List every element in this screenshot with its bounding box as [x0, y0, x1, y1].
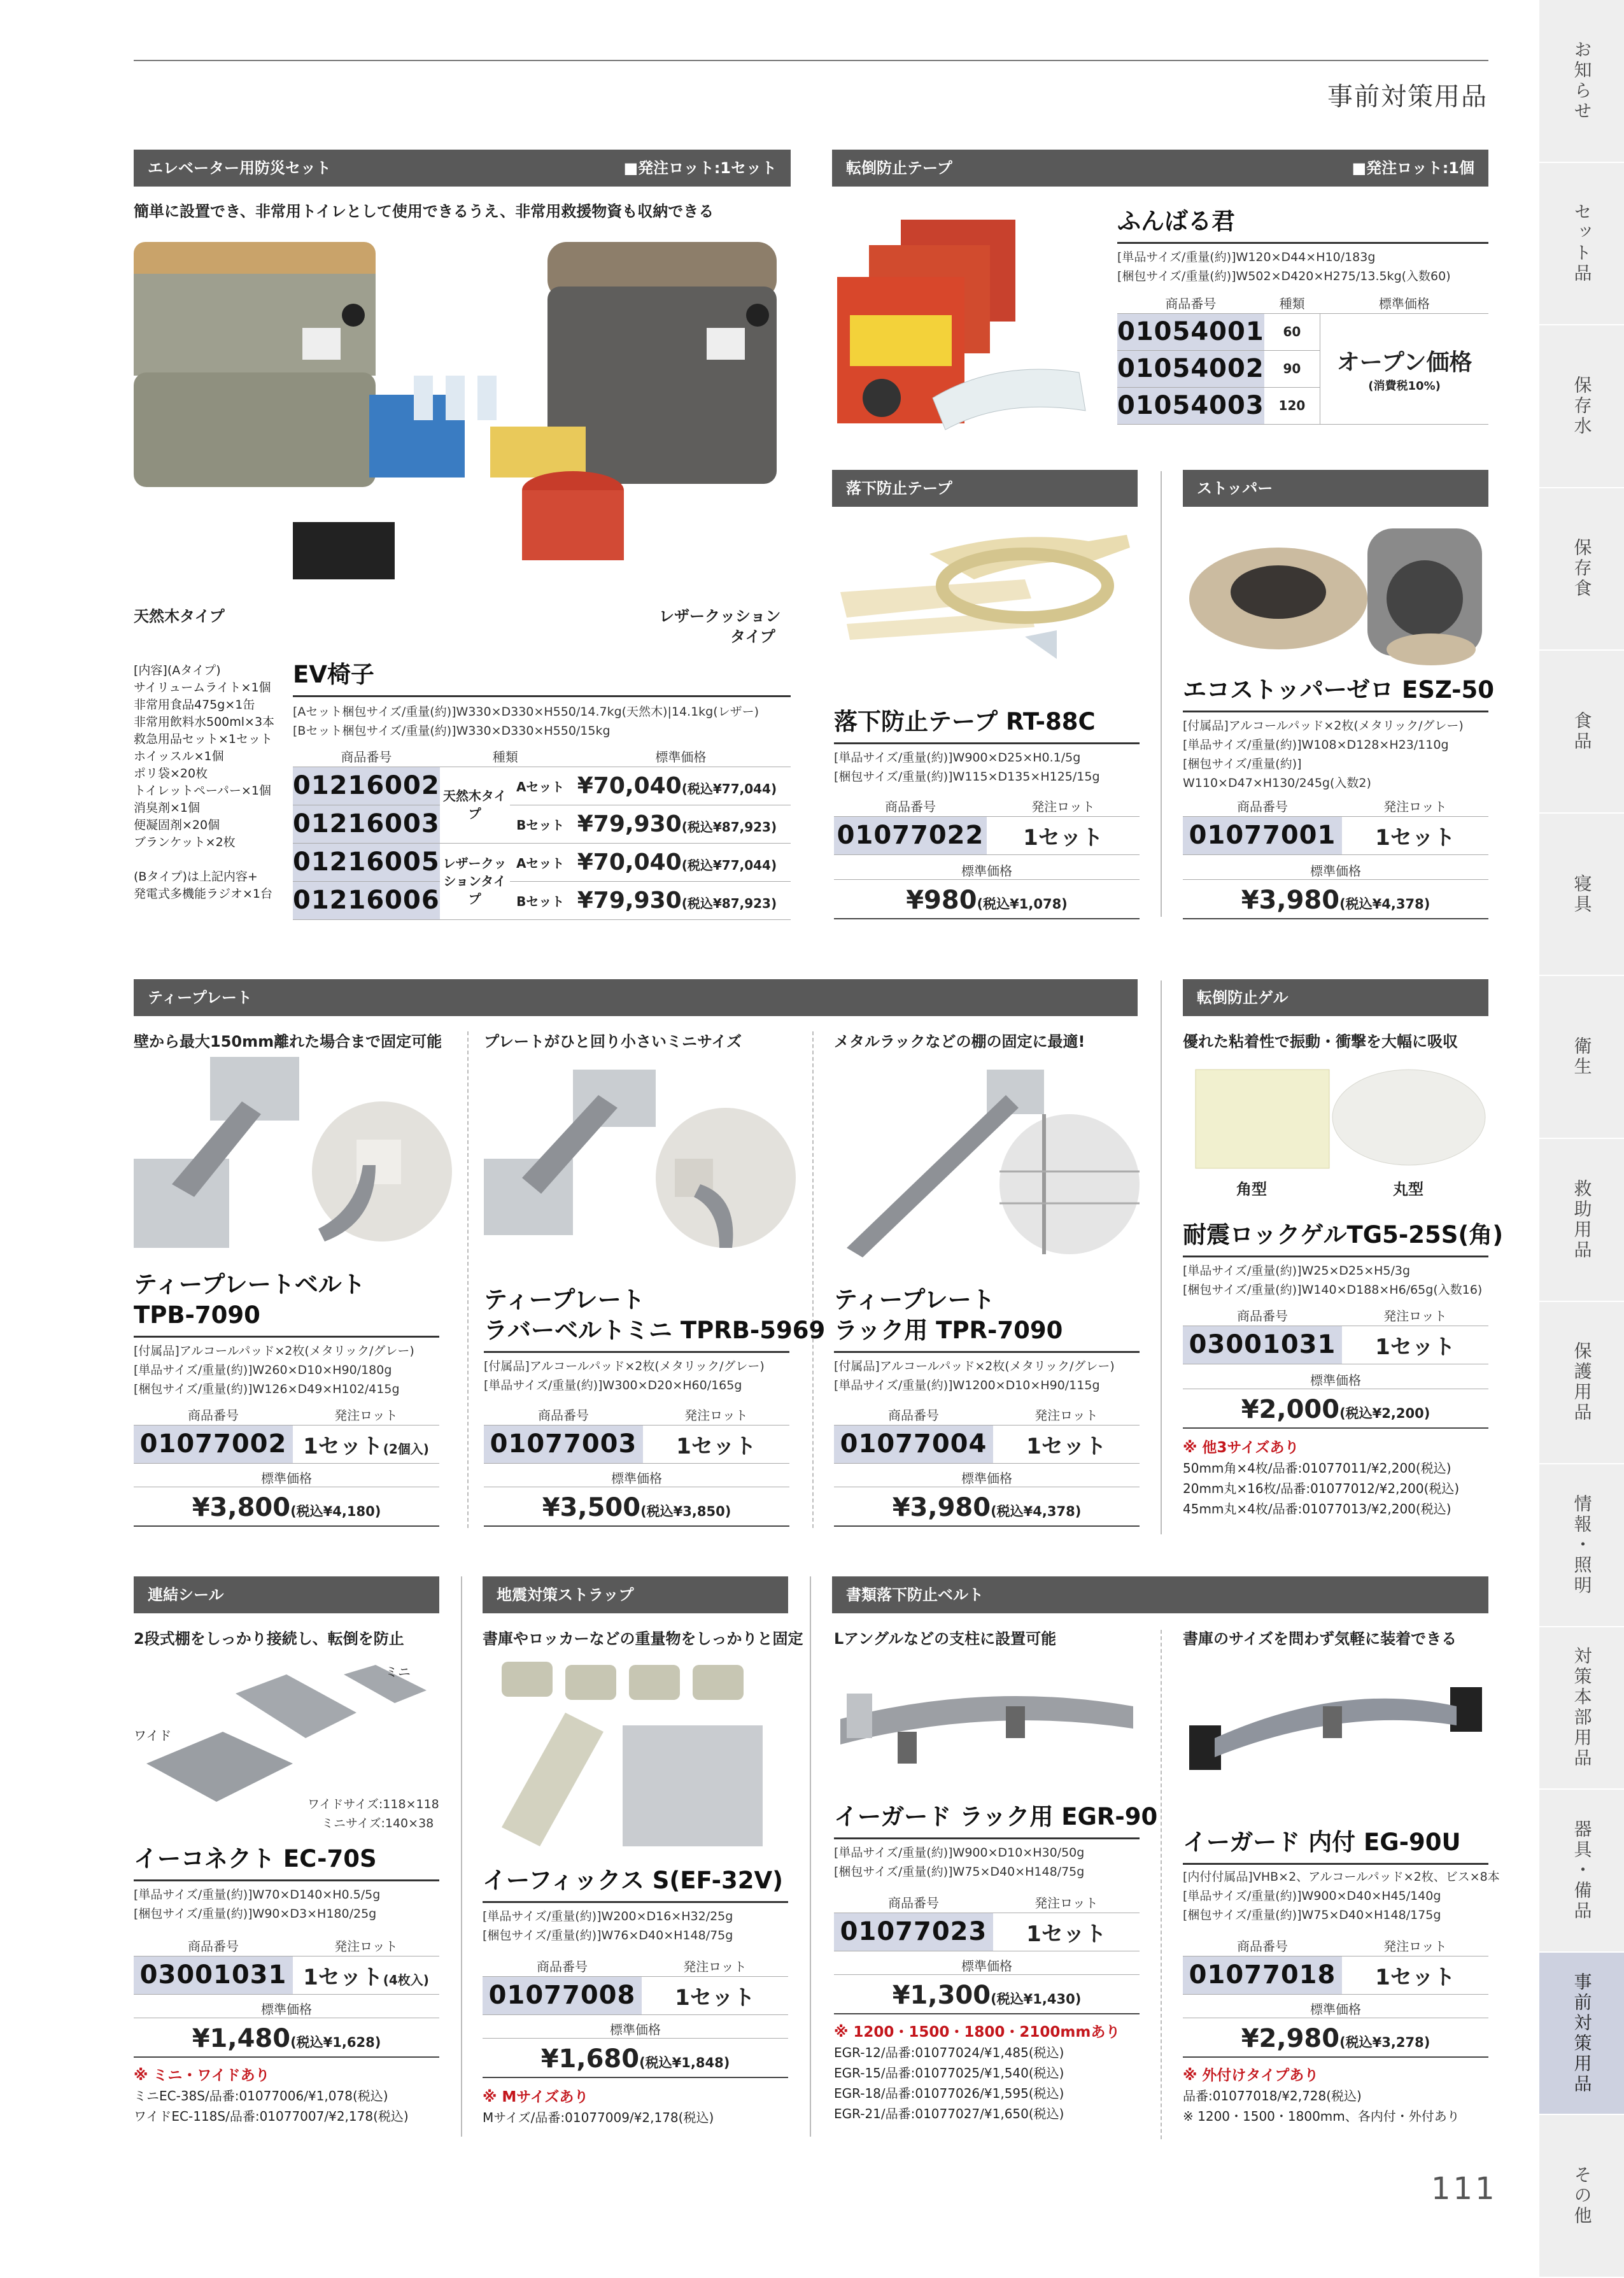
tpb-spec-2: [単品サイズ/重量(約)]W260×D10×H90/180g: [134, 1363, 392, 1377]
gel-lead: 優れた粘着性で振動・衝撃を大幅に吸収: [1183, 1033, 1458, 1051]
tprb-name-2: ラバーベルトミニ TPRB-5969: [484, 1317, 826, 1344]
sidebar-tab-label: その他: [1571, 2165, 1593, 2227]
table-row: 01077018 1セット: [1183, 1956, 1488, 1994]
section-header-tipping-tape: 転倒防止テープ ■発注ロット:1個: [832, 150, 1488, 187]
tpb-lead: 壁から最大150mm離れた場合まで固定可能: [134, 1033, 442, 1051]
sidebar-tab[interactable]: [1539, 1139, 1624, 1302]
ec70-rule: [134, 1879, 439, 1881]
esz-photo: [1183, 522, 1488, 675]
ec70-lead: 2段式棚をしっかり接続し、転倒を防止: [134, 1630, 404, 1648]
ef32-photo: [483, 1655, 788, 1853]
tprb-table: 商品番号 発注ロット 01077003 1セット: [484, 1404, 789, 1464]
eg90u-rule: [1183, 1863, 1488, 1865]
eg90u-price-head: 標準価格: [1183, 1999, 1488, 2018]
sidebar-tab[interactable]: [1539, 0, 1624, 163]
funbaru-photo: [837, 207, 1105, 436]
top-rule: [134, 60, 1488, 61]
ec70-price-head: 標準価格: [134, 1999, 439, 2018]
ef32-spec-2: [梱包サイズ/重量(約)]W76×D40×H148/75g: [483, 1928, 733, 1942]
column-divider: [1161, 1630, 1162, 2139]
esz-spec-3: [梱包サイズ/重量(約)]: [1183, 757, 1302, 771]
ec70-price: ¥1,480(税込¥1,628): [134, 2020, 439, 2058]
page-title: 事前対策用品: [1327, 82, 1488, 111]
tpr-name-2: ラック用 TPR-7090: [834, 1317, 1063, 1344]
tpb-name-1: ティープレートベルト: [134, 1271, 365, 1298]
tpr-table: 商品番号 発注ロット 01077004 1セット: [834, 1404, 1140, 1464]
table-row: 03001031 1セット(4枚入): [134, 1956, 439, 1994]
eg90u-notes: ※ 外付けタイプあり 品番:01077018/¥2,728(税込) ※ 1200・1500・1800mm、各内付・外付あり: [1183, 2067, 1460, 2124]
sidebar-tab[interactable]: [1539, 488, 1624, 651]
rt88-price: ¥980(税込¥1,078): [834, 881, 1140, 919]
ec70-name: イーコネクト EC-70S: [134, 1845, 377, 1872]
eg90u-name: イーガード 内付 EG-90U: [1183, 1829, 1461, 1856]
sidebar-tab[interactable]: [1539, 1627, 1624, 1790]
tpr-spec-1: [付属品]アルコールパッド×2枚(メタリック/グレー): [834, 1359, 1115, 1373]
tpb-spec-1: [付属品]アルコールパッド×2枚(メタリック/グレー): [134, 1344, 414, 1358]
sidebar-tab-label: 救助用品: [1571, 1178, 1593, 1261]
sidebar-tab[interactable]: [1539, 1302, 1624, 1465]
ef32-price-head: 標準価格: [483, 2020, 788, 2039]
egr-lead: Lアングルなどの支柱に設置可能: [834, 1630, 1057, 1648]
tpr-name-1: ティープレート: [834, 1286, 995, 1313]
eg90u-spec-3: [梱包サイズ/重量(約)]W75×D40×H148/175g: [1183, 1908, 1441, 1922]
egr-spec-2: [梱包サイズ/重量(約)]W75×D40×H148/75g: [834, 1865, 1085, 1879]
tpb-photo: [134, 1057, 452, 1261]
funbaru-price-table: 商品番号 種類 標準価格 01054001 60 オープン価格 (消費税10%) 01054002 90 01054003 120: [1117, 293, 1488, 425]
gel-caption-round: 丸型: [1393, 1180, 1423, 1198]
rt88-table: 商品番号 発注ロット 01077022 1セット: [834, 796, 1140, 855]
sidebar-tab-label: 器具・備品: [1571, 1820, 1593, 1922]
gel-notes: ※ 他3サイズあり 50mm角×4枚/品番:01077011/¥2,200(税込) 20mm丸×16枚/品番:01077012/¥2,200(税込) 45mm丸×4枚/品番:01077013/¥2,200(税込): [1183, 1440, 1460, 1517]
gel-spec-1: [単品サイズ/重量(約)]W25×D25×H5/3g: [1183, 1264, 1411, 1278]
tprb-spec-2: [単品サイズ/重量(約)]W300×D20×H60/165g: [484, 1378, 742, 1392]
table-row: 01077008 1セット: [483, 1976, 788, 2014]
ev-price-table: [293, 746, 791, 920]
eg90u-price: ¥2,980(税込¥3,278): [1183, 2020, 1488, 2058]
tpb-spec-3: [梱包サイズ/重量(約)]W126×D49×H102/415g: [134, 1382, 400, 1396]
ef32-name: イーフィックス S(EF-32V): [483, 1867, 784, 1894]
ev-caption-leather-2: タイプ: [730, 628, 775, 646]
ev-lead: 簡単に設置でき、非常用トイレとして使用できるうえ、非常用救援物資も収納できる: [134, 202, 714, 220]
tpb-price: ¥3,800(税込¥4,180): [134, 1489, 439, 1527]
gel-spec-2: [梱包サイズ/重量(約)]W140×D188×H6/65g(入数16): [1183, 1283, 1483, 1297]
section-header-elevator: エレベーター用防災セット ■発注ロット:1セット: [134, 150, 791, 187]
tpr-price: ¥3,980(税込¥4,378): [834, 1489, 1140, 1527]
gel-rule: [1183, 1256, 1488, 1257]
tpr-lead: メタルラックなどの棚の固定に最適!: [834, 1033, 1085, 1051]
rt88-spec-1: [単品サイズ/重量(約)]W900×D25×H0.1/5g: [834, 751, 1081, 765]
funbaru-spec-2: [梱包サイズ/重量(約)]W502×D420×H275/13.5kg(入数60): [1117, 269, 1451, 283]
sidebar-tab[interactable]: [1539, 2115, 1624, 2278]
table-row: 01077002 1セット(2個入): [134, 1425, 439, 1463]
section-header-seal: 連結シール: [134, 1576, 439, 1613]
sidebar-tab[interactable]: [1539, 814, 1624, 977]
sidebar-tab-label: 食品: [1571, 711, 1593, 753]
column-divider: [467, 1031, 469, 1528]
table-row: 01054002 90: [1117, 350, 1488, 387]
sidebar-tab-label: 衛生: [1571, 1036, 1593, 1078]
table-row: 01216003 Bセット ¥79,930(税込¥87,923): [293, 805, 791, 843]
egr-price-head: 標準価格: [834, 1956, 1140, 1975]
tpr-rule: [834, 1351, 1140, 1353]
egr-photo: [834, 1668, 1140, 1776]
eg90u-spec-1: [内付付属品]VHB×2、アルコールパッド×2枚、ビス×8本: [1183, 1870, 1500, 1884]
sidebar-tab-label: 保護用品: [1571, 1341, 1593, 1424]
ev-contents: [内容](Aタイプ) サイリュームライト×1個 非常用食品475g×1缶 非常用飲料水500ml×3本 救急用品セット×1セット ホイッスル×1個 ポリ袋×20枚 トイレットペーパー×1個 消臭剤×1個 便凝固剤×20個 ブランケット×2枚 (Bタイプ)は上記内容+ 発電式多機能ラジオ×1台: [134, 663, 275, 901]
sidebar-tab-label: お知らせ: [1571, 39, 1593, 122]
table-row: 01077022 1セット: [834, 816, 1140, 854]
table-row: 01077001 1セット: [1183, 816, 1488, 854]
esz-name: エコストッパーゼロ ESZ-50: [1183, 676, 1494, 704]
funbaru-rule: [1117, 242, 1488, 244]
ec70-size-1: ワイドサイズ:118×118: [307, 1797, 439, 1811]
gel-photo: [1183, 1063, 1488, 1171]
rt88-name: 落下防止テープ RT-88C: [834, 708, 1096, 735]
ev-name-rule: [293, 695, 791, 697]
esz-table: 商品番号 発注ロット 01077001 1セット: [1183, 796, 1488, 855]
rt88-price-head: 標準価格: [834, 861, 1140, 880]
egr-table: 商品番号 発注ロット 01077023 1セット: [834, 1892, 1140, 1951]
section-header-fall-tape: 落下防止テープ: [832, 470, 1138, 507]
gel-name: 耐震ロックゲルTG5-25S(角): [1183, 1221, 1504, 1249]
eg90u-spec-2: [単品サイズ/重量(約)]W900×D40×H45/140g: [1183, 1889, 1441, 1903]
sidebar-tab-label: 保存食: [1571, 538, 1593, 600]
tpr-photo: [834, 1057, 1140, 1267]
ef32-lead: 書庫やロッカーなどの重量物をしっかりと固定: [483, 1630, 803, 1648]
tprb-name-1: ティープレート: [484, 1286, 645, 1313]
gel-price: ¥2,000(税込¥2,200): [1183, 1390, 1488, 1429]
tprb-spec-1: [付属品]アルコールパッド×2枚(メタリック/グレー): [484, 1359, 765, 1373]
esz-price: ¥3,980(税込¥4,378): [1183, 881, 1488, 919]
egr-price: ¥1,300(税込¥1,430): [834, 1976, 1140, 2014]
ef32-notes: ※ Mサイズあり Mサイズ/品番:01077009/¥2,178(税込): [483, 2089, 714, 2125]
sidebar-tab-label: 事前対策用品: [1571, 1972, 1593, 2095]
table-row: 01054001 60 オープン価格 (消費税10%): [1117, 313, 1488, 350]
ec70-caption-wide: ワイド: [134, 1728, 172, 1743]
sidebar-tab[interactable]: [1539, 163, 1624, 326]
ev-product-name: EV椅子: [293, 661, 374, 688]
sidebar-tab[interactable]: [1539, 1953, 1624, 2116]
gel-table: 商品番号 発注ロット 03001031 1セット: [1183, 1305, 1488, 1364]
column-divider: [461, 1576, 462, 2137]
tprb-price-head: 標準価格: [484, 1468, 789, 1487]
ev-caption-leather-1: レザークッション: [659, 607, 781, 625]
sidebar-tab[interactable]: [1539, 1790, 1624, 1953]
table-row: 01077003 1セット: [484, 1425, 789, 1463]
ef32-table: 商品番号 発注ロット 01077008 1セット: [483, 1956, 788, 2015]
tprb-photo: [484, 1057, 796, 1267]
section-header-tplate: ティープレート: [134, 979, 1138, 1016]
section-header-stopper: ストッパー: [1183, 470, 1488, 507]
column-divider: [812, 1031, 814, 1528]
section-header-belt: 書類落下防止ベルト: [832, 1576, 1488, 1613]
esz-spec-1: [付属品]アルコールパッド×2枚(メタリック/グレー): [1183, 719, 1464, 733]
tpb-name-2: TPB-7090: [134, 1301, 260, 1329]
th-price: 標準価格: [571, 746, 791, 767]
table-row: 01216002 天然木タイプ Aセット ¥70,040(税込¥77,044): [293, 767, 791, 805]
gel-price-head: 標準価格: [1183, 1370, 1488, 1389]
table-row: 01077023 1セット: [834, 1913, 1140, 1951]
tprb-lead: プレートがひと回り小さいミニサイズ: [484, 1033, 742, 1051]
sidebar-tab-label: 情報・照明: [1571, 1494, 1593, 1596]
sidebar-tab[interactable]: [1539, 1464, 1624, 1627]
sidebar-tab-label: セット品: [1571, 202, 1593, 285]
esz-price-head: 標準価格: [1183, 861, 1488, 880]
funbaru-spec-1: [単品サイズ/重量(約)]W120×D44×H10/183g: [1117, 250, 1376, 264]
page-number: 111: [1431, 2171, 1497, 2207]
tprb-rule: [484, 1351, 789, 1353]
sidebar-tab-label: 保存水: [1571, 375, 1593, 437]
eg90u-photo: [1183, 1668, 1488, 1795]
ec70-size-2: ミニサイズ:140×38: [321, 1816, 434, 1830]
ef32-rule: [483, 1901, 788, 1903]
egr-rule: [834, 1837, 1140, 1839]
sidebar-tab-label: 寝具: [1571, 874, 1593, 915]
rt88-photo: [834, 522, 1140, 675]
ef32-spec-1: [単品サイズ/重量(約)]W200×D16×H32/25g: [483, 1909, 733, 1923]
ec70-notes: ※ ミニ・ワイドあり ミニEC-38S/品番:01077006/¥1,078(税込) ワイドEC-118S/品番:01077007/¥2,178(税込): [134, 2067, 409, 2124]
tpr-spec-2: [単品サイズ/重量(約)]W1200×D10×H90/115g: [834, 1378, 1100, 1392]
column-divider: [1161, 471, 1162, 917]
ev-spec-1: [Aセット梱包サイズ/重量(約)]W330×D330×H550/14.7kg(天然木)|14.1kg(レザー): [293, 705, 759, 719]
sidebar-tab-label: 対策本部用品: [1571, 1646, 1593, 1769]
column-divider: [810, 1576, 811, 2137]
sidebar-tab[interactable]: [1539, 651, 1624, 814]
funbaru-name: ふんばる君: [1117, 208, 1235, 235]
table-row: 01077004 1セット: [834, 1425, 1140, 1463]
tpr-price-head: 標準価格: [834, 1468, 1140, 1487]
eg90u-table: 商品番号 発注ロット 01077018 1セット: [1183, 1935, 1488, 1995]
ev-caption-wood: 天然木タイプ: [134, 607, 225, 625]
section-header-gel: 転倒防止ゲル: [1183, 979, 1488, 1016]
ef32-price: ¥1,680(税込¥1,848): [483, 2040, 788, 2078]
tpb-price-head: 標準価格: [134, 1468, 439, 1487]
sidebar-tab[interactable]: [1539, 976, 1624, 1139]
ec70-caption-mini: ミニ: [385, 1664, 411, 1680]
ec70-spec-2: [梱包サイズ/重量(約)]W90×D3×H180/25g: [134, 1907, 377, 1921]
ev-spec-2: [Bセット梱包サイズ/重量(約)]W330×D330×H550/15kg: [293, 724, 611, 738]
esz-spec-4: W110×D47×H130/245g(入数2): [1183, 776, 1371, 790]
egr-name: イーガード ラック用 EGR-90: [834, 1803, 1158, 1830]
section-header-strap: 地震対策ストラップ: [483, 1576, 788, 1613]
egr-spec-1: [単品サイズ/重量(約)]W900×D10×H30/50g: [834, 1846, 1085, 1860]
table-row: 01216006 Bセット ¥79,930(税込¥87,923): [293, 881, 791, 919]
column-divider: [1161, 980, 1162, 1534]
th-type: 種類: [440, 746, 571, 767]
ec70-table: 商品番号 発注ロット 03001031 1セット(4枚入): [134, 1935, 439, 1995]
rt88-spec-2: [梱包サイズ/重量(約)]W115×D135×H125/15g: [834, 770, 1100, 784]
table-row: 01216005 レザークッションタイプ Aセット ¥70,040(税込¥77,044): [293, 843, 791, 881]
tpb-table: 商品番号 発注ロット 01077002 1セット(2個入): [134, 1404, 439, 1464]
sidebar-tab[interactable]: [1539, 325, 1624, 488]
ev-chair-photo: [134, 236, 791, 605]
esz-spec-2: [単品サイズ/重量(約)]W108×D128×H23/110g: [1183, 738, 1449, 752]
rt88-rule: [834, 742, 1140, 744]
tprb-price: ¥3,500(税込¥3,850): [484, 1489, 789, 1527]
ec70-spec-1: [単品サイズ/重量(約)]W70×D140×H0.5/5g: [134, 1888, 381, 1902]
table-row: 01054003 120: [1117, 387, 1488, 424]
th-code: 商品番号: [293, 746, 440, 767]
gel-caption-square: 角型: [1236, 1180, 1267, 1198]
esz-rule: [1183, 711, 1488, 712]
table-row: 03001031 1セット: [1183, 1326, 1488, 1364]
egr-notes: ※ 1200・1500・1800・2100mmあり EGR-12/品番:01077024/¥1,485(税込) EGR-15/品番:01077025/¥1,540(税込) EGR-18/品番:01077026/¥1,595(税込) EGR-21/品番:01077027/¥1,650(税込): [834, 2024, 1120, 2121]
eg90u-lead: 書庫のサイズを問わず気軽に装着できる: [1183, 1630, 1457, 1648]
tpb-rule: [134, 1336, 439, 1338]
